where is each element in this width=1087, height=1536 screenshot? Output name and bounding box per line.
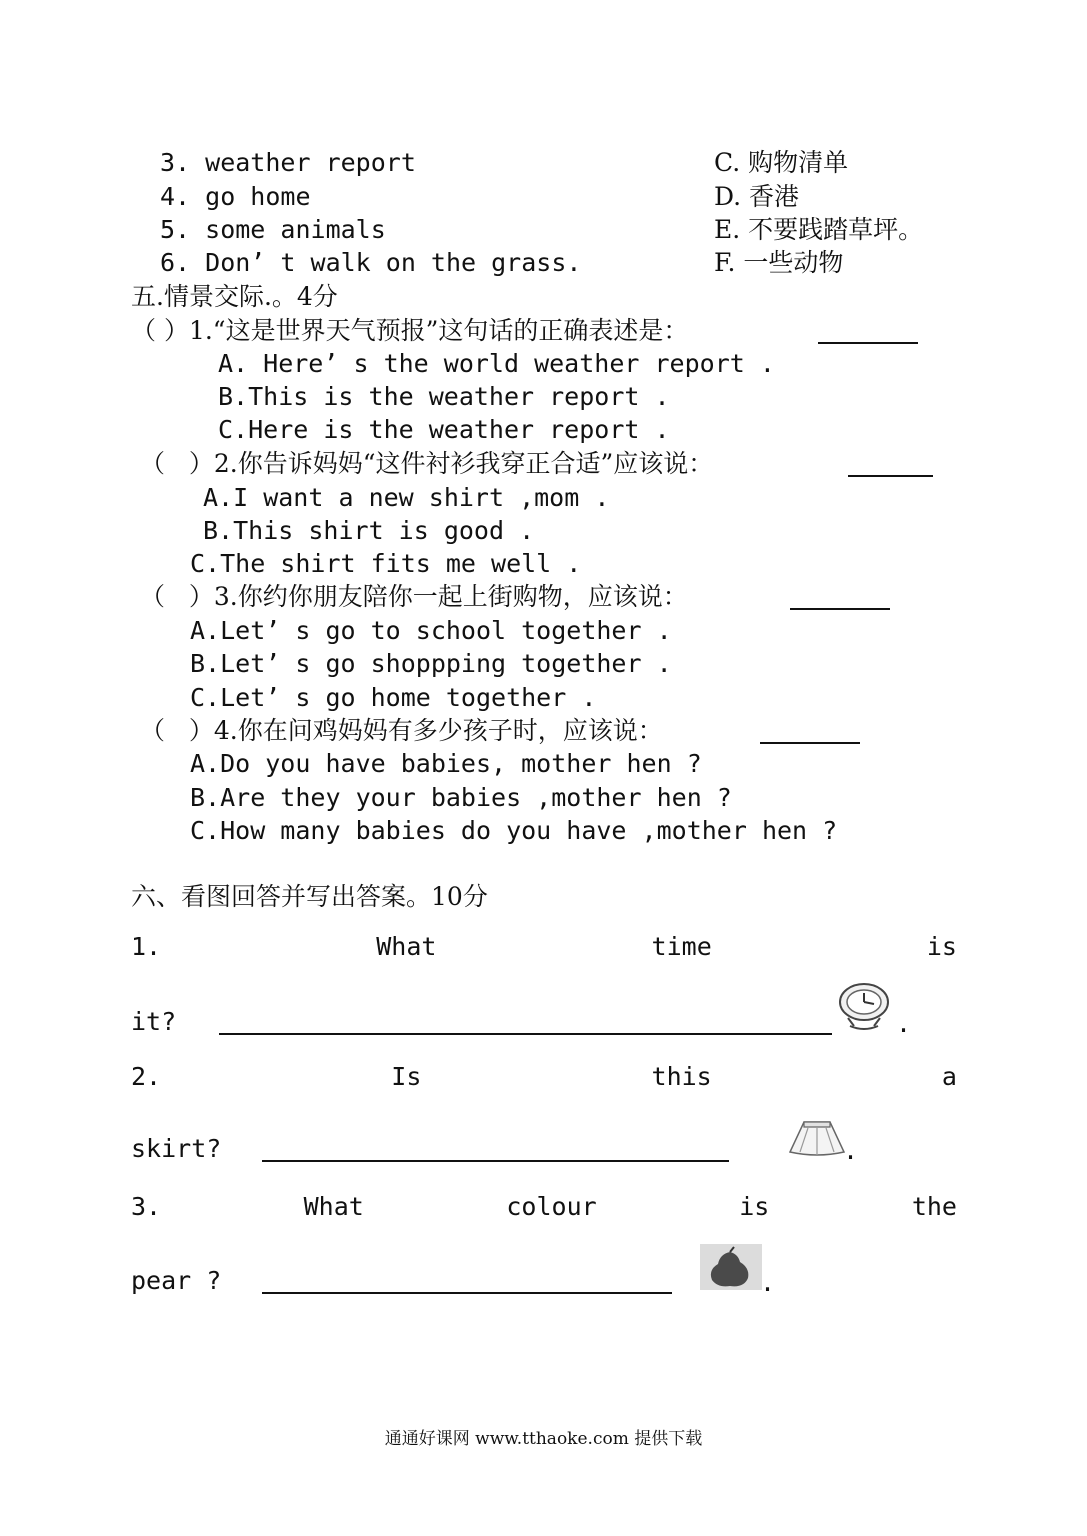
s6-q3-word: colour [506, 1192, 597, 1221]
s6-q1-word: 1. [131, 932, 162, 961]
q1-option-b: B.This is the weather report . [218, 382, 670, 411]
q4-option-c: C.How many babies do you have ,mother hen ? [190, 816, 838, 845]
skirt-icon [786, 1118, 848, 1158]
s6-q3-word: the [911, 1192, 957, 1221]
match-left-4: 4. go home [160, 182, 311, 211]
q2-option-c: C.The shirt fits me well . [190, 549, 582, 578]
s6-q3-word: 3. [131, 1192, 162, 1221]
pear-icon [700, 1244, 762, 1290]
q4-option-a: A.Do you have babies, mother hen ? [190, 749, 702, 778]
match-left-6: 6. Don’ t walk on the grass. [160, 248, 582, 277]
s6-q2-answer-blank[interactable] [262, 1160, 729, 1162]
q1-answer-blank[interactable] [818, 342, 918, 344]
s6-q2-end: skirt? [131, 1134, 222, 1163]
s6-q3-end: pear ? [131, 1266, 222, 1295]
s6-q1-answer-blank[interactable] [219, 1033, 832, 1035]
section6-title: 六、看图回答并写出答案。10分 [131, 882, 488, 911]
match-left-3: 3. weather report [160, 148, 416, 177]
q4-answer-blank[interactable] [760, 742, 860, 744]
clock-icon [834, 980, 894, 1032]
section5-title: 五.情景交际.。4分 [131, 282, 338, 311]
s6-q3-word: is [739, 1192, 770, 1221]
q2-answer-blank[interactable] [848, 475, 933, 477]
s6-q1-dot: . [896, 1009, 912, 1038]
s6-q1-word: What [376, 932, 437, 961]
s6-q3-line [131, 1192, 957, 1222]
s6-q1-word: time [651, 932, 712, 961]
q4-option-b: B.Are they your babies ,mother hen ? [190, 783, 732, 812]
page-footer: 通通好课网 www.tthaoke.com 提供下载 [384, 1429, 703, 1449]
q3-answer-blank[interactable] [790, 608, 890, 610]
q3-option-b: B.Let’ s go shoppping together . [190, 649, 672, 678]
match-left-5: 5. some animals [160, 215, 386, 244]
q2-option-a: A.I want a new shirt ,mom . [203, 483, 610, 512]
q2-stem: （ ）2.你告诉妈妈“这件衬衫我穿正合适”应该说： [140, 449, 714, 478]
s6-q2-word: 2. [131, 1062, 162, 1091]
q3-option-c: C.Let’ s go home together . [190, 683, 597, 712]
s6-q3-word: What [303, 1192, 364, 1221]
s6-q2-line [131, 1062, 957, 1092]
s6-q2-word: a [941, 1062, 957, 1091]
match-right-e: E. 不要践踏草坪。 [714, 215, 924, 244]
q3-stem: （ ）3.你约你朋友陪你一起上街购物，应该说： [140, 582, 688, 611]
q1-option-a: A. Here’ s the world weather report . [218, 349, 775, 378]
q2-option-b: B.This shirt is good . [203, 516, 535, 545]
s6-q3-dot: . [760, 1268, 776, 1297]
match-right-c: C. 购物清单 [714, 148, 849, 177]
s6-q2-word: this [651, 1062, 712, 1091]
q4-stem: （ ）4.你在问鸡妈妈有多少孩子时，应该说： [140, 716, 663, 745]
s6-q2-word: Is [391, 1062, 422, 1091]
match-right-d: D. 香港 [714, 182, 800, 211]
q1-option-c: C.Here is the weather report . [218, 415, 670, 444]
s6-q3-answer-blank[interactable] [262, 1292, 672, 1294]
s6-q2-dot: . [843, 1136, 859, 1165]
s6-q1-line [131, 932, 957, 962]
s6-q1-word: is [926, 932, 957, 961]
q3-option-a: A.Let’ s go to school together . [190, 616, 672, 645]
match-right-f: F. 一些动物 [714, 248, 844, 277]
s6-q1-end: it? [131, 1007, 177, 1036]
q1-stem: （ ）1.“这是世界天气预报”这句话的正确表述是： [131, 316, 689, 345]
